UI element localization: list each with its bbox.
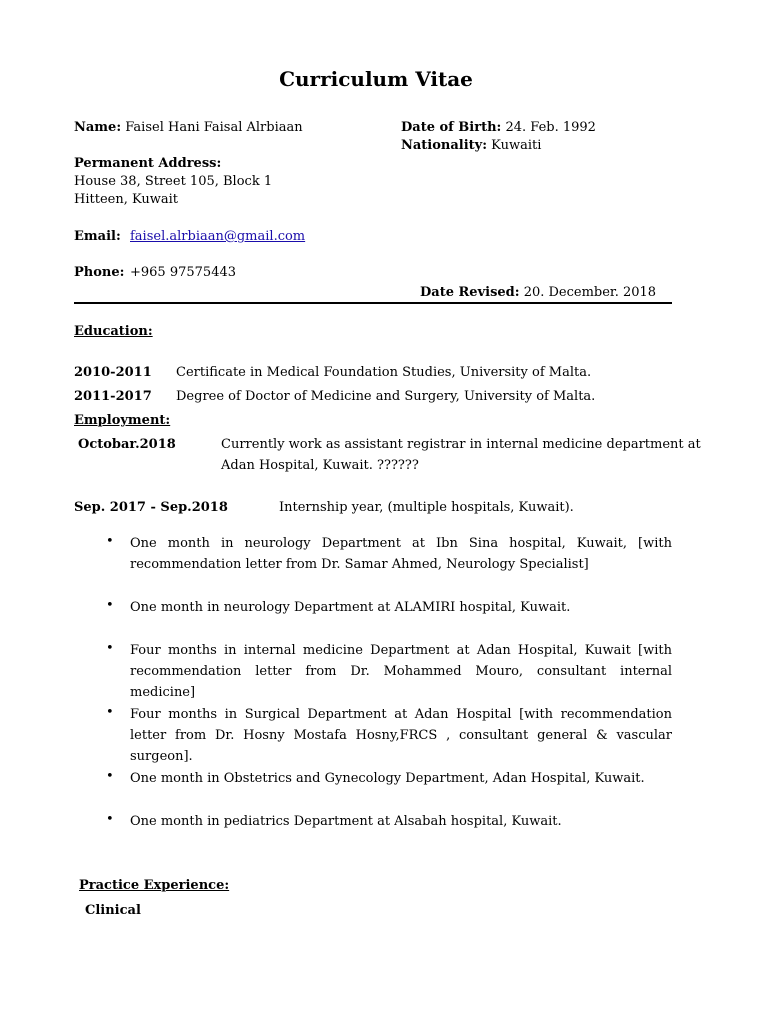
practice-subheading: Clinical (85, 903, 141, 918)
name-value: Faisel Hani Faisal Alrbiaan (125, 120, 303, 135)
list-item: • One month in Obstetrics and Gynecology Department, Adan Hospital, Kuwait. (106, 769, 645, 786)
dob-label: Date of Birth: (401, 120, 502, 135)
header-divider (74, 302, 672, 304)
dob-row (401, 119, 596, 137)
nationality-label: Nationality: (401, 138, 488, 153)
nationality-value: Kuwaiti (491, 138, 542, 153)
employment-current-line-1: Currently work as assistant registrar in internal medicine department at (221, 437, 701, 452)
bullet-icon: • (106, 534, 114, 549)
education-text-2: Degree of Doctor of Medicine and Surgery, University of Malta. (176, 389, 596, 404)
date-revised-value: 20. December. 2018 (523, 285, 657, 300)
email-link[interactable]: faisel.alrbiaan@gmail.com (130, 229, 306, 244)
education-heading: Education: (74, 324, 153, 339)
phone-value: +965 97575443 (130, 265, 237, 280)
education-text-1: Certificate in Medical Foundation Studies, University of Malta. (176, 365, 592, 380)
bullet-icon: • (106, 598, 114, 613)
address-line-1: House 38, Street 105, Block 1 (74, 174, 273, 189)
employment-current-date: Octobar.2018 (78, 437, 176, 452)
practice-heading: Practice Experience: (79, 878, 230, 893)
internship-text: Internship year, (multiple hospitals, Kuwait). (279, 500, 574, 515)
bullet-icon: • (106, 705, 114, 720)
education-years-1: 2010-2011 (74, 365, 152, 380)
list-item: • Four months in internal medicine Department at Adan Hospital, Kuwait [with recommendation letter from Dr. Mohammed Mouro, consultant internal medicine] (106, 641, 672, 700)
phone-label: Phone: (74, 265, 125, 280)
name-label: Name: (74, 120, 122, 135)
name-row (74, 119, 303, 137)
date-revised-label: Date Revised: (420, 285, 520, 300)
list-item: • One month in neurology Department at Ibn Sina hospital, Kuwait, [with recommendation letter from Dr. Samar Ahmed, Neurology Specialist] (106, 534, 672, 572)
document-title: Curriculum Vitae (279, 67, 473, 91)
bullet-icon: • (106, 641, 114, 656)
list-item: • Four months in Surgical Department at Adan Hospital [with recommendation letter from Dr. Hosny Mostafa Hosny,FRCS , consultant general & vascular surgeon]. (106, 705, 672, 764)
address-label: Permanent Address: (74, 156, 222, 171)
employment-heading: Employment: (74, 413, 171, 428)
internship-rotations-list (100, 533, 672, 854)
internship-date: Sep. 2017 - Sep.2018 (74, 500, 228, 515)
nationality-row (401, 137, 541, 155)
employment-current-line-2: Adan Hospital, Kuwait. ?????? (221, 458, 419, 473)
email-label: Email: (74, 229, 121, 244)
address-line-2: Hitteen, Kuwait (74, 192, 179, 207)
bullet-icon: • (106, 769, 114, 784)
date-revised-row (420, 284, 656, 302)
education-years-2: 2011-2017 (74, 389, 152, 404)
list-item: • One month in neurology Department at ALAMIRI hospital, Kuwait. (106, 598, 571, 615)
dob-value: 24. Feb. 1992 (505, 120, 596, 135)
list-item: • One month in pediatrics Department at Alsabah hospital, Kuwait. (106, 812, 562, 829)
bullet-icon: • (106, 812, 114, 827)
